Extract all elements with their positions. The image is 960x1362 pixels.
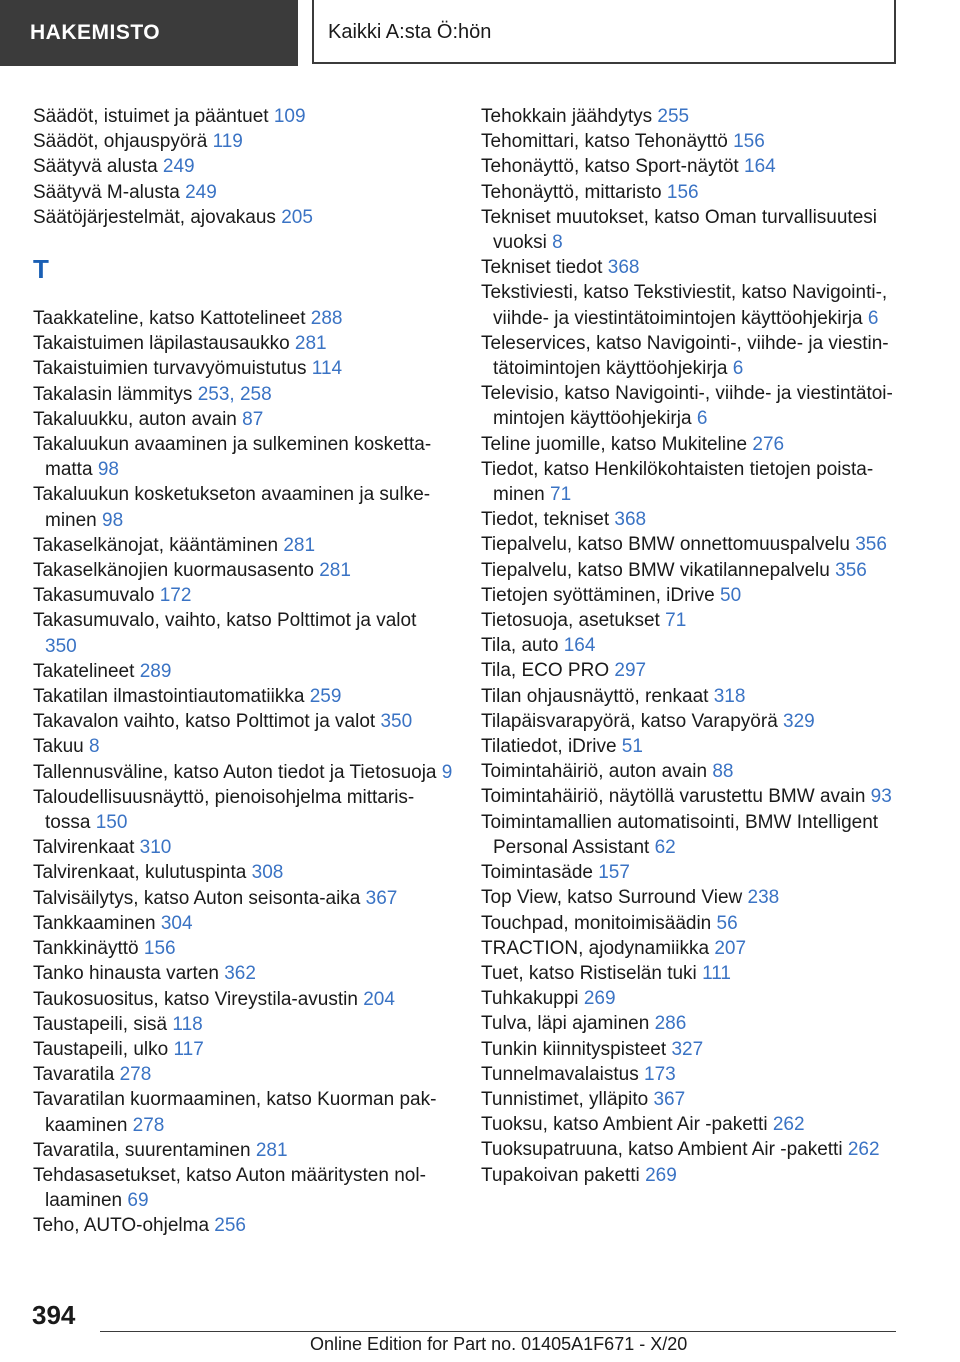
- entry-text: Taloudellisuusnäyttö, pienoisohjelma mittaristossa: [33, 786, 415, 834]
- index-entry: [481, 255, 901, 280]
- index-entry: [33, 306, 453, 331]
- index-entry: [33, 482, 453, 532]
- index-entry: [481, 936, 901, 961]
- page-reference-link[interactable]: 329: [783, 710, 815, 732]
- entry-text: Tankkaaminen: [33, 912, 156, 934]
- entry-list-right: [481, 104, 901, 1188]
- index-entry: [33, 709, 453, 734]
- page-reference-link[interactable]: 288: [310, 308, 343, 330]
- index-entry: [481, 558, 901, 583]
- page-reference-link[interactable]: 269: [583, 988, 616, 1010]
- page-reference-link[interactable]: 362: [224, 963, 256, 985]
- index-entry: [33, 1138, 453, 1163]
- page-reference-link[interactable]: 281: [319, 560, 351, 582]
- index-entry: [33, 684, 453, 709]
- index-entry: [481, 709, 901, 734]
- page-reference-link[interactable]: 119: [212, 131, 243, 153]
- index-entry: [481, 1163, 901, 1188]
- entry-text: Tilan ohjausnäyttö, renkaat: [481, 685, 709, 707]
- page-reference-link[interactable]: 327: [671, 1038, 704, 1060]
- page-reference-link[interactable]: 310: [139, 837, 172, 859]
- page-reference-link[interactable]: 255: [657, 106, 690, 127]
- entry-text: Takaistuimien turvavyömuistutus: [33, 358, 307, 380]
- index-entry: [481, 911, 901, 936]
- index-entry: [33, 987, 453, 1012]
- entry-text: Tiepalvelu, katso BMW onnettomuuspalvelu: [481, 534, 850, 556]
- index-letter-heading: T: [33, 254, 49, 285]
- page-reference-link[interactable]: 278: [132, 1114, 165, 1136]
- page-reference-link[interactable]: 156: [666, 181, 699, 203]
- entry-text: TRACTION, ajodynamiikka: [481, 937, 710, 959]
- index-column-left: [33, 104, 453, 1239]
- entry-text: Tallennusväline, katso Auton tiedot ja Tietosuoja: [33, 761, 437, 783]
- entry-text: Tilatiedot, iDrive: [481, 736, 617, 758]
- index-entry: [33, 835, 453, 860]
- index-entry: [481, 457, 901, 507]
- entry-text: Tiepalvelu, katso BMW vikatilannepalvelu: [481, 559, 830, 581]
- page-reference-link[interactable]: 304: [160, 912, 193, 934]
- entry-text: Talvirenkaat, kulutuspinta: [33, 862, 247, 884]
- page-reference-link[interactable]: 172: [159, 585, 192, 607]
- entry-text: Tankkinäyttö: [33, 938, 139, 960]
- index-entry: [481, 810, 901, 860]
- index-entry: [481, 381, 901, 431]
- index-entry: [33, 407, 453, 432]
- entry-text: Säätyvä M-alusta: [33, 181, 180, 203]
- page-reference-link[interactable]: 164: [744, 156, 776, 178]
- entry-text: Tiedot, katso Henkilökohtaisten tietojen poistaminen: [481, 458, 874, 506]
- index-entry: [481, 205, 901, 255]
- index-entry: [481, 860, 901, 885]
- index-entry: [33, 382, 453, 407]
- index-entry: [33, 961, 453, 986]
- page-reference-link[interactable]: 173: [644, 1063, 676, 1085]
- index-entry: [33, 180, 453, 205]
- entry-text: Top View, katso Surround View: [481, 887, 743, 909]
- page-reference-link[interactable]: 368: [614, 509, 647, 531]
- entry-text: Takaistuimen läpilastausaukko: [33, 333, 290, 355]
- index-entry: [481, 784, 901, 809]
- entry-list-after: [33, 306, 453, 1239]
- index-entry: [33, 356, 453, 381]
- page-reference-link[interactable]: 88: [712, 761, 734, 783]
- entry-text: Tehonäyttö, mittaristo: [481, 181, 662, 203]
- index-entry: [481, 658, 901, 683]
- entry-text: Säätöjärjestelmät, ajovakaus: [33, 206, 276, 228]
- page-reference-link[interactable]: 8: [552, 232, 563, 254]
- entry-text: Takalasin lämmitys: [33, 383, 193, 405]
- index-entry: [33, 659, 453, 684]
- page-reference-link[interactable]: 350: [380, 711, 413, 733]
- page-reference-link[interactable]: 9: [441, 761, 453, 783]
- entry-text: Tila, auto: [481, 635, 559, 657]
- index-entry: [481, 1087, 901, 1112]
- page-reference-link[interactable]: 6: [732, 358, 744, 380]
- entry-text: Takaluukun avaaminen ja sulkeminen koskettamatta: [33, 434, 432, 481]
- page-reference-link[interactable]: 308: [251, 862, 284, 884]
- edition-text: Online Edition for Part no. 01405A1F671 - X/20: [310, 1334, 688, 1354]
- index-entry: [481, 734, 901, 759]
- entry-text: Takasumuvalo, vaihto, katso Polttimot ja valot: [33, 610, 417, 632]
- entry-text: Toimintahäiriö, auton avain: [481, 761, 708, 783]
- page-reference-link[interactable]: 109: [273, 106, 306, 127]
- entry-text: Touchpad, monitoimisäädin: [481, 912, 712, 934]
- page-reference-link[interactable]: 204: [363, 988, 395, 1010]
- index-entry: [481, 180, 901, 205]
- page-reference-link[interactable]: 164: [563, 635, 596, 657]
- entry-text: Tilapäisvarapyörä, katso Varapyörä: [481, 710, 778, 732]
- index-entry: [481, 1062, 901, 1087]
- page-reference-link[interactable]: 6: [867, 307, 879, 329]
- page-reference-link[interactable]: 98: [102, 509, 124, 531]
- entry-text: Tekstiviesti, katso Tekstiviestit, katso Navigointi-, viihde- ja viestintätoimintojen käyttöohjekirja: [481, 282, 888, 329]
- index-entry: [481, 608, 901, 633]
- entry-text: Tehdasasetukset, katso Auton määritysten nollaaminen: [33, 1164, 426, 1212]
- entry-text: Teline juomille, katso Mukiteline: [481, 433, 748, 455]
- page-reference-link[interactable]: 269: [645, 1164, 677, 1186]
- page-reference-link[interactable]: 262: [847, 1139, 880, 1161]
- entry-text: Tuoksu, katso Ambient Air -paketti: [481, 1114, 768, 1136]
- index-entry: [33, 331, 453, 356]
- page-reference-link[interactable]: 281: [255, 1139, 288, 1161]
- index-entry: [33, 1213, 453, 1238]
- entry-text: Takaselkänojat, kääntäminen: [33, 534, 279, 556]
- page-reference-link[interactable]: 69: [127, 1190, 149, 1212]
- page-reference-link[interactable]: 6: [696, 408, 708, 430]
- page-reference-link[interactable]: 87: [242, 408, 264, 430]
- page-reference-link[interactable]: 281: [283, 534, 316, 556]
- entry-text: Takaluukku, auton avain: [33, 408, 237, 430]
- entry-text: Takuu: [33, 736, 84, 758]
- entry-text: Tunnelmavalaistus: [481, 1063, 639, 1085]
- index-entry: [481, 104, 901, 129]
- entry-text: Toimintamallien automatisointi, BMW Intelligent Personal Assistant: [481, 811, 879, 858]
- footer-divider: [100, 1331, 896, 1332]
- section-title: Kaikki A:sta Ö:hön: [312, 0, 896, 64]
- page-reference-link[interactable]: 50: [720, 584, 742, 606]
- entry-text: Tavaratila, suurentaminen: [33, 1139, 251, 1161]
- index-entry: [33, 1163, 453, 1213]
- index-entry: [481, 507, 901, 532]
- entry-text: Säädöt, istuimet ja pääntuet: [33, 106, 269, 127]
- entry-text: Tekniset muutokset, katso Oman turvallisuutesi vuoksi: [481, 206, 878, 254]
- index-entry: [33, 936, 453, 961]
- page-reference-link[interactable]: 62: [654, 836, 676, 858]
- page-reference-link[interactable]: 367: [365, 887, 398, 909]
- page-reference-link[interactable]: 249: [162, 156, 195, 178]
- entry-list-before: [33, 104, 453, 230]
- entry-text: Tunnistimet, ylläpito: [481, 1088, 649, 1110]
- index-entry: [481, 633, 901, 658]
- page-reference-link[interactable]: 150: [95, 812, 128, 834]
- entry-text: Takavalon vaihto, katso Polttimot ja valot: [33, 711, 376, 733]
- index-entry: [33, 1062, 453, 1087]
- entry-text: Tuet, katso Ristiselän tuki: [481, 962, 697, 984]
- entry-text: Säätyvä alusta: [33, 156, 158, 178]
- entry-text: Tunkin kiinnityspisteet: [481, 1038, 667, 1060]
- page-reference-link[interactable]: 205: [281, 206, 313, 228]
- entry-text: Teho, AUTO-ohjelma: [33, 1215, 210, 1237]
- index-entry: [33, 1012, 453, 1037]
- index-entry: [481, 154, 901, 179]
- page-reference-link[interactable]: 71: [665, 610, 687, 632]
- index-entry: [33, 860, 453, 885]
- entry-text: Tehokkain jäähdytys: [481, 106, 653, 127]
- entry-text: Tiedot, tekniset: [481, 509, 610, 531]
- index-entry: [481, 532, 901, 557]
- index-entry: [481, 583, 901, 608]
- page-reference-link[interactable]: 259: [309, 686, 342, 708]
- page-reference-link[interactable]: 156: [733, 131, 765, 153]
- page-reference-link[interactable]: 8: [88, 736, 100, 758]
- index-entry: [481, 280, 901, 330]
- index-column-right: [481, 104, 901, 1188]
- entry-text: Tanko hinausta varten: [33, 963, 219, 985]
- entry-text: Tavaratila: [33, 1064, 115, 1086]
- page-reference-link[interactable]: 238: [747, 887, 780, 909]
- index-entry: [33, 104, 453, 129]
- page-reference-link[interactable]: 318: [713, 685, 746, 707]
- index-entry: [33, 911, 453, 936]
- index-entry: [33, 760, 453, 785]
- entry-text: Talvirenkaat: [33, 837, 135, 859]
- page-number: 394: [32, 1300, 76, 1330]
- entry-text: Tila, ECO PRO: [481, 660, 610, 682]
- index-entry: [33, 1087, 453, 1137]
- index-entry: [481, 759, 901, 784]
- entry-text: Tehonäyttö, katso Sport-näytöt: [481, 156, 739, 178]
- entry-text: Takatelineet: [33, 660, 135, 682]
- entry-text: Taukosuositus, katso Vireystila-avustin: [33, 988, 358, 1010]
- page-reference-link[interactable]: 93: [870, 786, 892, 808]
- page-reference-link[interactable]: 286: [654, 1013, 687, 1035]
- page-reference-link[interactable]: 71: [550, 484, 572, 506]
- index-entry: [481, 684, 901, 709]
- page-reference-link[interactable]: 256: [214, 1215, 246, 1237]
- entry-text: Tuhkakuppi: [481, 988, 579, 1010]
- index-entry: [33, 608, 453, 658]
- page-reference-link[interactable]: 356: [835, 559, 867, 581]
- index-entry: [33, 583, 453, 608]
- index-entry: [481, 1037, 901, 1062]
- entry-text: Säädöt, ohjauspyörä: [33, 131, 208, 153]
- index-entry: [33, 1037, 453, 1062]
- page-reference-link[interactable]: 117: [173, 1038, 204, 1060]
- page-reference-link[interactable]: 262: [772, 1114, 805, 1136]
- entry-text: Takaselkänojien kuormausasento: [33, 560, 314, 582]
- page-reference-link[interactable]: 253, 258: [197, 383, 272, 405]
- page-reference-link[interactable]: 356: [855, 534, 887, 556]
- page-reference-link[interactable]: 368: [607, 257, 640, 279]
- index-entry: [33, 785, 453, 835]
- index-entry: [33, 558, 453, 583]
- page-reference-link[interactable]: 278: [119, 1064, 152, 1086]
- page-reference-link[interactable]: 157: [598, 862, 630, 884]
- index-entry: [481, 961, 901, 986]
- index-entry: [33, 129, 453, 154]
- page-reference-link[interactable]: 276: [752, 433, 785, 455]
- entry-text: Takasumuvalo: [33, 585, 155, 607]
- index-entry: [481, 1112, 901, 1137]
- index-entry: [33, 154, 453, 179]
- entry-text: Tuoksupatruuna, katso Ambient Air -paketti: [481, 1139, 843, 1161]
- index-entry: [481, 986, 901, 1011]
- page-reference-link[interactable]: 297: [614, 660, 647, 682]
- entry-text: Taustapeili, ulko: [33, 1038, 169, 1060]
- page-reference-link[interactable]: 281: [294, 333, 327, 355]
- entry-text: Taakkateline, katso Kattotelineet: [33, 308, 306, 330]
- entry-text: Tekniset tiedot: [481, 257, 603, 279]
- index-entry: [33, 432, 453, 482]
- page-reference-link[interactable]: 367: [653, 1088, 686, 1110]
- entry-text: Teleservices, katso Navigointi-, viihde- ja viestintätoimintojen käyttöohjekirja: [481, 332, 889, 380]
- entry-text: Talvisäilytys, katso Auton seisonta-aika: [33, 887, 361, 909]
- page-reference-link[interactable]: 350: [45, 635, 77, 657]
- entry-text: Takaluukun kosketukseton avaaminen ja sulkeminen: [33, 484, 431, 531]
- section-tab: HAKEMISTO: [0, 0, 298, 66]
- entry-text: Toimintasäde: [481, 862, 593, 884]
- entry-text: Takatilan ilmastointiautomatiikka: [33, 686, 305, 708]
- index-entry: [481, 885, 901, 910]
- index-entry: [481, 129, 901, 154]
- index-entry: [33, 533, 453, 558]
- index-entry: [481, 1137, 901, 1162]
- page-reference-link[interactable]: 114: [311, 358, 343, 380]
- page-reference-link[interactable]: 51: [621, 736, 643, 758]
- page-reference-link[interactable]: 111: [702, 962, 731, 984]
- entry-text: Tietojen syöttäminen, iDrive: [481, 584, 715, 606]
- page-reference-link[interactable]: 156: [143, 938, 176, 960]
- index-entry: [481, 432, 901, 457]
- entry-text: Tietosuoja, asetukset: [481, 610, 660, 632]
- index-entry: [33, 205, 453, 230]
- entry-text: Tupakoivan paketti: [481, 1164, 640, 1186]
- page-reference-link[interactable]: 207: [714, 937, 747, 959]
- entry-text: Taustapeili, sisä: [33, 1013, 168, 1035]
- entry-text: Toimintahäiriö, näytöllä varustettu BMW avain: [481, 786, 866, 808]
- page-header: [0, 0, 960, 66]
- entry-text: Tavaratilan kuormaaminen, katso Kuorman pakkaaminen: [33, 1089, 437, 1136]
- page-reference-link[interactable]: 289: [139, 660, 172, 682]
- page-reference-link[interactable]: 118: [172, 1013, 203, 1035]
- page-reference-link[interactable]: 249: [185, 181, 217, 203]
- page-reference-link[interactable]: 98: [97, 459, 119, 481]
- index-entry: [33, 734, 453, 759]
- entry-text: Tehomittari, katso Tehonäyttö: [481, 131, 728, 153]
- entry-text: Tulva, läpi ajaminen: [481, 1013, 650, 1035]
- index-entry: [481, 1011, 901, 1036]
- index-entry: [33, 886, 453, 911]
- entry-text: Televisio, katso Navigointi-, viihde- ja viestintätoimintojen käyttöohjekirja: [481, 383, 893, 430]
- index-entry: [481, 331, 901, 381]
- page-reference-link[interactable]: 56: [716, 912, 738, 934]
